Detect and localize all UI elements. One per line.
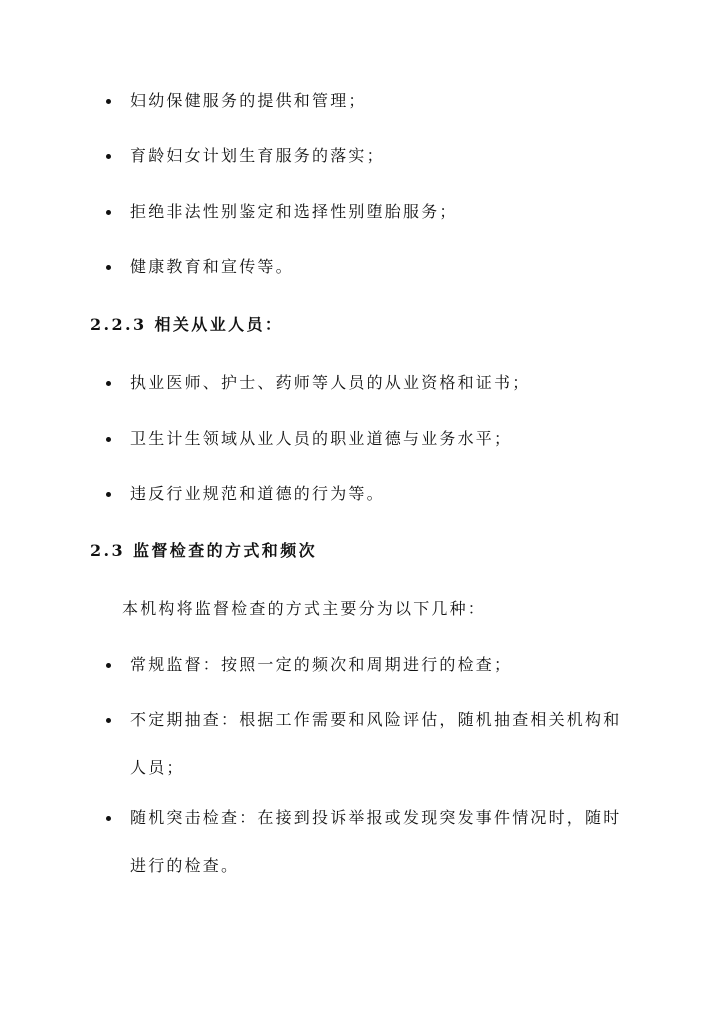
section-heading: 2.2.3 相关从业人员： [90, 315, 284, 334]
bullet-icon [106, 210, 111, 215]
list-item-text: 执业医师、护士、药师等人员的从业资格和证书； [130, 373, 531, 392]
list-item-text: 妇幼保健服务的提供和管理； [130, 91, 367, 110]
bullet-icon [106, 99, 111, 104]
list-item-text: 育龄妇女计划生育服务的落实； [130, 146, 385, 165]
list-item-text: 健康教育和宣传等。 [130, 257, 294, 276]
bullet-icon [106, 265, 111, 270]
list-item-text: 拒绝非法性别鉴定和选择性别堕胎服务； [130, 202, 458, 221]
section-heading: 2.3 监督检查的方式和频次 [90, 541, 318, 560]
paragraph: 本机构将监督检查的方式主要分为以下几种： [122, 599, 487, 618]
bullet-icon [106, 437, 111, 442]
list-item-text: 常规监督：按照一定的频次和周期进行的检查； [130, 655, 513, 674]
bullet-icon [106, 154, 111, 159]
bullet-icon [106, 816, 111, 821]
bullet-icon [106, 492, 111, 497]
list-item-text: 随机突击检查：在接到投诉举报或发现突发事件情况时，随时进行的检查。 [130, 808, 622, 875]
list-item-text: 卫生计生领域从业人员的职业道德与业务水平； [130, 429, 513, 448]
list-item-text: 违反行业规范和道德的行为等。 [130, 484, 385, 503]
list-item-text: 不定期抽查：根据工作需要和风险评估，随机抽查相关机构和人员； [130, 710, 622, 777]
bullet-icon [106, 663, 111, 668]
bullet-icon [106, 718, 111, 723]
bullet-icon [106, 381, 111, 386]
